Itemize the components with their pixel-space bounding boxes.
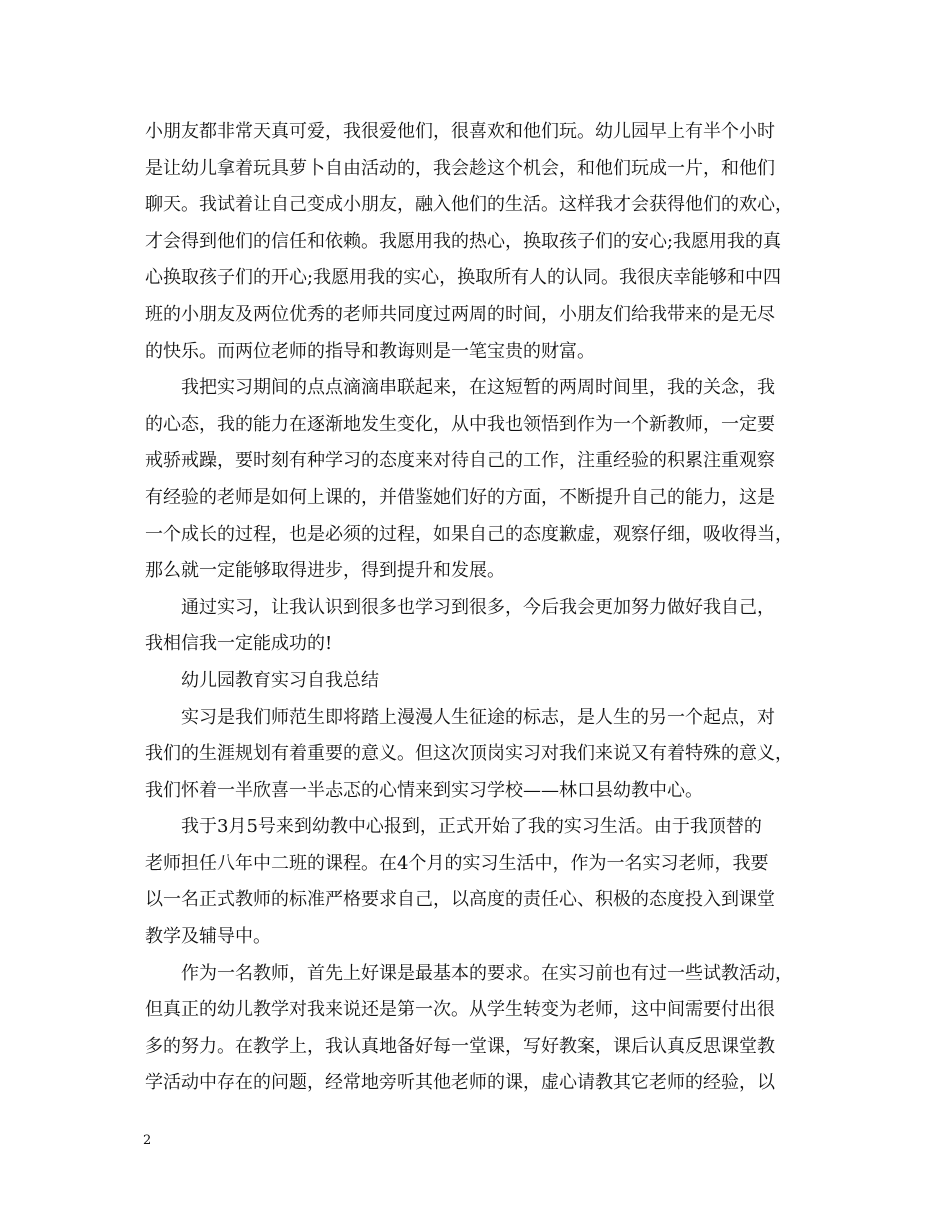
text-line: 戒骄戒躁，要时刻有种学习的态度来对待自己的工作，注重经验的积累注重观察 [145,450,775,472]
text-line: 小朋友都非常天真可爱，我很爱他们，很喜欢和他们玩。幼儿园早上有半个小时 [145,121,775,142]
text-line: 的快乐。而两位老师的指导和教诲则是一笔宝贵的财富。 [145,340,595,362]
text-line: 我们的生涯规划有着重要的意义。但这次顶岗实习对我们来说又有着特殊的意义， [145,743,793,765]
text-line: 实习是我们师范生即将踏上漫漫人生征途的标志，是人生的另一个起点，对 [145,706,775,728]
text-line: 通过实习，让我认识到很多也学习到很多，今后我会更加努力做好我自己， [145,596,775,618]
text-line: 是让幼儿拿着玩具萝卜自由活动的，我会趁这个机会，和他们玩成一片，和他们 [145,157,775,179]
text-line: 一个成长的过程，也是必须的过程，如果自己的态度歉虚，观察仔细，吸收得当， [145,523,793,545]
text-line: 那么就一定能够取得进步，得到提升和发展。 [145,560,505,582]
text-line: 教学及辅导中。 [145,926,271,948]
text-line: 班的小朋友及两位优秀的老师共同度过两周的时间，小朋友们给我带来的是无尽 [145,303,775,325]
text-line: 以一名正式教师的标准严格要求自己，以高度的责任心、积极的态度投入到课堂 [145,889,775,911]
text-line: 但真正的幼儿教学对我来说还是第一次。从学生转变为老师，这中间需要付出很 [145,999,775,1021]
body-text [145,114,807,1102]
text-line: 心换取孩子们的开心;我愿用我的实心，换取所有人的认同。我很庆幸能够和中四 [145,267,782,289]
text-line: 聊天。我试着让自己变成小朋友，融入他们的生活。这样我才会获得他们的欢心， [145,194,793,216]
text-line: 我于3月5号来到幼教中心报到，正式开始了我的实习生活。由于我顶替的 [145,816,762,838]
page-number: 2 [143,1133,152,1148]
text-line: 我们怀着一半欣喜一半忐忑的心情来到实习学校——林口县幼教中心。 [145,779,703,801]
text-line: 作为一名教师，首先上好课是最基本的要求。在实习前也有过一些试教活动， [145,962,793,984]
text-line: 学活动中存在的问题，经常地旁听其他老师的课，虚心请教其它老师的经验，以 [145,1072,775,1094]
text-line: 多的努力。在教学上，我认真地备好每一堂课，写好教案，课后认真反思课堂教 [145,1035,775,1057]
text-line: 老师担任八年中二班的课程。在4个月的实习生活中，作为一名实习老师，我要 [145,852,769,874]
text-line: 我相信我一定能成功的! [145,633,333,655]
text-line: 才会得到他们的信任和依赖。我愿用我的热心，换取孩子们的安心;我愿用我的真 [145,230,782,252]
text-line: 有经验的老师是如何上课的，并借鉴她们好的方面，不断提升自己的能力，这是 [145,486,775,508]
text-line: 我把实习期间的点点滴滴串联起来，在这短暂的两周时间里，我的关念，我 [145,377,775,399]
text-line: 的心态，我的能力在逐渐地发生变化，从中我也领悟到作为一个新教师，一定要 [145,413,775,435]
section-title: 幼儿园教育实习自我总结 [145,669,379,691]
